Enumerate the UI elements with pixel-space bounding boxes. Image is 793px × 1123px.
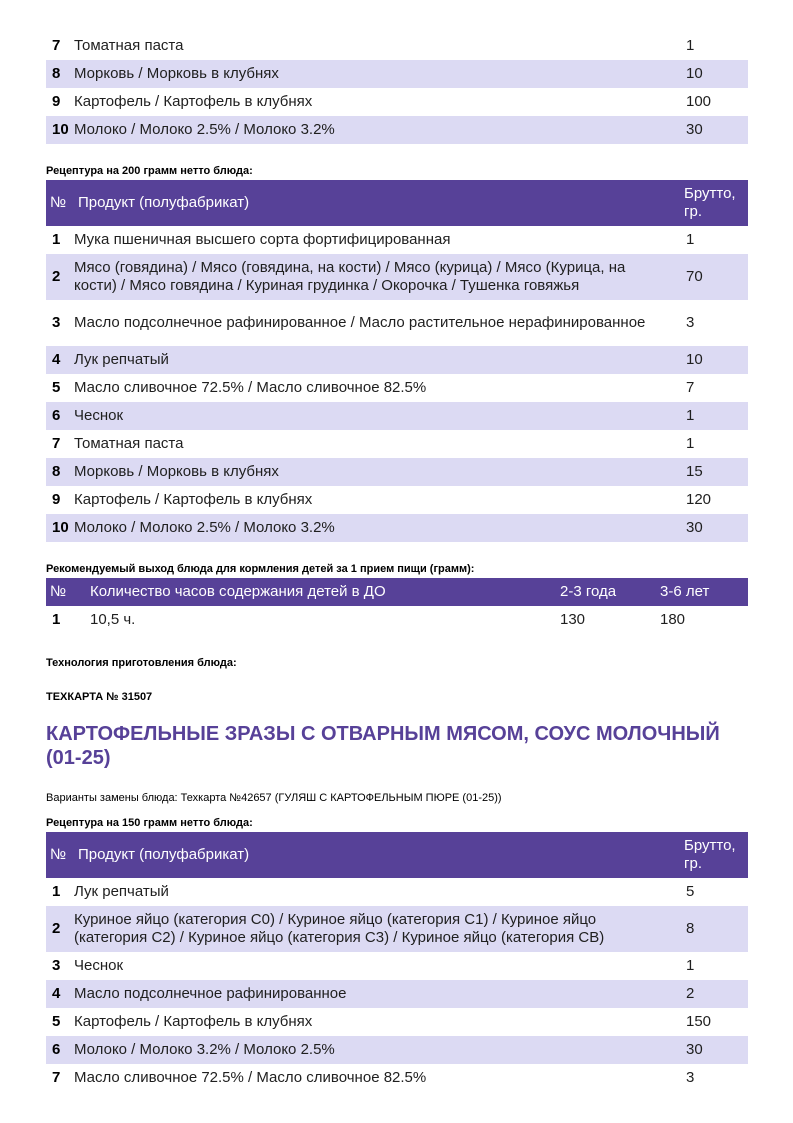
row-number: 2	[52, 920, 61, 937]
table-header-row	[46, 832, 748, 878]
age-3-6-value: 180	[660, 611, 686, 628]
product-name: Молоко / Молоко 2.5% / Молоко 3.2%	[74, 121, 335, 138]
product-name: Картофель / Картофель в клубнях	[74, 491, 313, 508]
age-2-3-value: 130	[560, 611, 586, 628]
row-number: 8	[52, 65, 61, 82]
product-name: Чеснок	[74, 407, 124, 424]
header-product: Продукт (полуфабрикат)	[78, 194, 250, 211]
row-number: 7	[52, 435, 61, 452]
output-table	[46, 578, 748, 634]
table-row	[46, 1036, 748, 1064]
table-row	[46, 374, 748, 402]
recipe-150-table	[46, 832, 748, 1092]
row-number: 6	[52, 1041, 61, 1058]
row-number: 7	[52, 1069, 61, 1086]
recipe-150-label: Рецептура на 150 грамм нетто блюда:	[46, 817, 253, 829]
row-number: 1	[52, 883, 61, 900]
gross-amount: 10	[686, 351, 703, 368]
table-row	[46, 906, 748, 952]
table-row	[46, 458, 748, 486]
table-row	[46, 514, 748, 542]
gross-amount: 3	[686, 314, 695, 331]
table-row	[46, 32, 748, 60]
product-name: Чеснок	[74, 957, 124, 974]
header-gross: Брутто, гр.	[684, 837, 736, 872]
gross-amount: 100	[686, 93, 712, 110]
product-name: Мясо (говядина) / Мясо (говядина, на кости) / Мясо (курица) / Мясо (Курица, на кости) / Мясо говядина / Куриная грудинка / Окорочка / Тушенка говяжья	[74, 259, 626, 294]
product-name: Молоко / Молоко 2.5% / Молоко 3.2%	[74, 519, 335, 536]
row-number: 7	[52, 37, 61, 54]
product-name: Картофель / Картофель в клубнях	[74, 93, 313, 110]
table-row	[46, 606, 748, 634]
table-row	[46, 254, 748, 300]
row-number: 2	[52, 268, 61, 285]
product-name: Картофель / Картофель в клубнях	[74, 1013, 313, 1030]
product-name: Масло сливочное 72.5% / Масло сливочное 82.5%	[74, 379, 427, 396]
product-name: Морковь / Морковь в клубнях	[74, 65, 279, 82]
gross-amount: 1	[686, 435, 695, 452]
header-number: №	[50, 846, 67, 863]
row-number: 3	[52, 314, 61, 331]
table-header-row	[46, 578, 748, 606]
header-gross: Брутто, гр.	[684, 185, 736, 220]
product-name: Мука пшеничная высшего сорта фортифицированная	[74, 231, 451, 248]
table-row	[46, 1008, 748, 1036]
gross-amount: 1	[686, 37, 695, 54]
table-row	[46, 980, 748, 1008]
table-header-row	[46, 180, 748, 226]
product-name: Томатная паста	[74, 37, 184, 54]
row-number: 4	[52, 985, 61, 1002]
gross-amount: 30	[686, 121, 703, 138]
table-row	[46, 486, 748, 514]
product-name: Куриное яйцо (категория С0) / Куриное яйцо (категория С1) / Куриное яйцо (категория С2) / Куриное яйцо (категория С3) / Куриное яйцо (категория СВ)	[74, 911, 605, 946]
gross-amount: 8	[686, 920, 695, 937]
row-number: 9	[52, 93, 61, 110]
row-number: 3	[52, 957, 61, 974]
product-name: Томатная паста	[74, 435, 184, 452]
row-number: 9	[52, 491, 61, 508]
hours-value: 10,5 ч.	[90, 611, 136, 628]
product-name: Масло сливочное 72.5% / Масло сливочное 82.5%	[74, 1069, 427, 1086]
recipe-table-continued	[46, 32, 748, 144]
header-age-2-3: 2-3 года	[560, 583, 617, 600]
gross-amount: 70	[686, 268, 703, 285]
table-row	[46, 878, 748, 906]
header-product: Продукт (полуфабрикат)	[78, 846, 250, 863]
row-number: 6	[52, 407, 61, 424]
gross-amount: 150	[686, 1013, 712, 1030]
table-row	[46, 1064, 748, 1092]
product-name: Морковь / Морковь в клубнях	[74, 463, 279, 480]
recipe-200-table	[46, 180, 748, 542]
product-name: Масло подсолнечное рафинированное	[74, 985, 347, 1002]
gross-amount: 1	[686, 957, 695, 974]
row-number: 10	[52, 519, 69, 536]
header-age-3-6: 3-6 лет	[660, 583, 710, 600]
recipe-200-label: Рецептура на 200 грамм нетто блюда:	[46, 165, 253, 177]
table-row	[46, 226, 748, 254]
table-row	[46, 300, 748, 346]
gross-amount: 7	[686, 379, 695, 396]
row-number: 1	[52, 231, 61, 248]
gross-amount: 10	[686, 65, 703, 82]
dish-title: КАРТОФЕЛЬНЫЕ ЗРАЗЫ С ОТВАРНЫМ МЯСОМ, СОУС МОЛОЧНЫЙ (01-25)	[46, 723, 720, 769]
table-row	[46, 402, 748, 430]
table-row	[46, 346, 748, 374]
gross-amount: 3	[686, 1069, 695, 1086]
gross-amount: 1	[686, 407, 695, 424]
gross-amount: 120	[686, 491, 712, 508]
gross-amount: 2	[686, 985, 695, 1002]
row-number: 10	[52, 121, 69, 138]
technology-label: Технология приготовления блюда:	[46, 657, 237, 669]
gross-amount: 30	[686, 1041, 703, 1058]
product-name: Молоко / Молоко 3.2% / Молоко 2.5%	[74, 1041, 335, 1058]
gross-amount: 1	[686, 231, 695, 248]
table-row	[46, 116, 748, 144]
row-number: 1	[52, 611, 61, 628]
row-number: 8	[52, 463, 61, 480]
row-number: 5	[52, 379, 61, 396]
table-row	[46, 430, 748, 458]
replacement-note: Варианты замены блюда: Техкарта №42657 (ГУЛЯШ С КАРТОФЕЛЬНЫМ ПЮРЕ (01-25))	[46, 792, 502, 804]
header-hours: Количество часов содержания детей в ДО	[90, 583, 386, 600]
product-name: Масло подсолнечное рафинированное / Масло растительное нерафинированное	[74, 314, 646, 331]
table-row	[46, 88, 748, 116]
output-label: Рекомендуемый выход блюда для кормления детей за 1 прием пищи (грамм):	[46, 563, 475, 575]
table-row	[46, 60, 748, 88]
gross-amount: 15	[686, 463, 703, 480]
header-number: №	[50, 583, 67, 600]
gross-amount: 5	[686, 883, 695, 900]
header-number: №	[50, 194, 67, 211]
document-page	[46, 32, 748, 1092]
product-name: Лук репчатый	[74, 351, 169, 368]
gross-amount: 30	[686, 519, 703, 536]
row-number: 4	[52, 351, 61, 368]
techcard-number: ТЕХКАРТА № 31507	[46, 691, 153, 703]
table-row	[46, 952, 748, 980]
product-name: Лук репчатый	[74, 883, 169, 900]
row-number: 5	[52, 1013, 61, 1030]
